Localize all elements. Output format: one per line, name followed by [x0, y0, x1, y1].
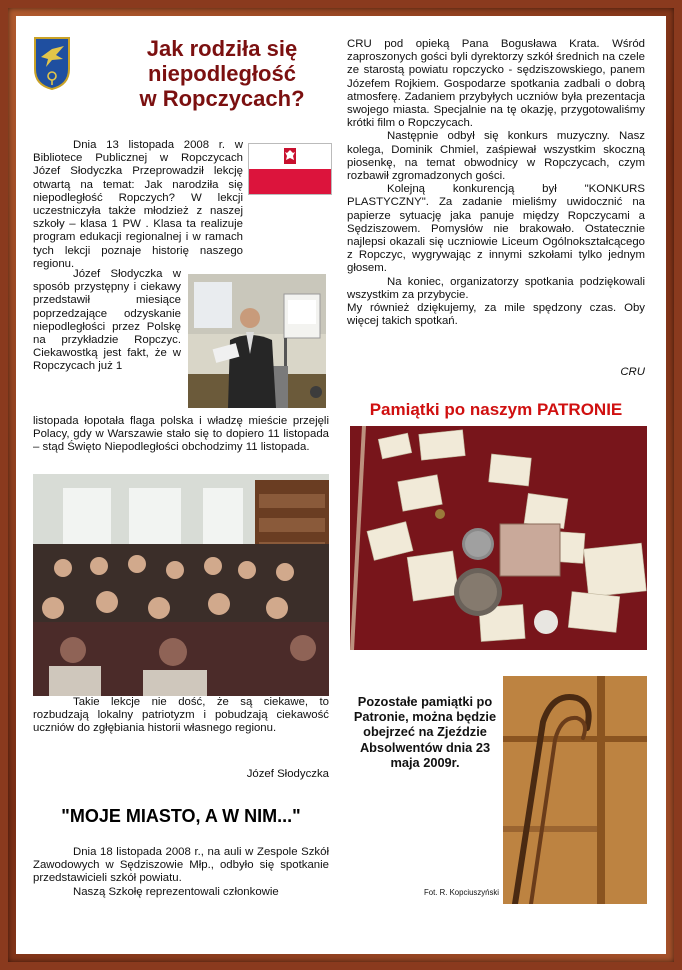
coat-of-arms-icon: [32, 35, 72, 91]
lesson-photo: [188, 274, 326, 408]
other-memorabilia-note: Pozostałe pamiątki po Patronie, można będzie obejrzeć na Zjeździe Absolwentów dnia 23 maja 2009r.: [353, 694, 497, 770]
class-photo: [33, 474, 329, 696]
article-intro: Dnia 13 listopada 2008 r. w Bibliotece Publicznej w Ropczycach Józef Słodyczka Przeprowadził lekcję otwartą na temat: Jak narodziła się niepodległość Ropczych? W lekcji uczestniczyła także młodzież z naszej szkoły – klasa 1 PW . Klasa ta realizuje program edukacji regionalnej i w ramach tych lekcji poznaje historię naszego regionu.: [33, 139, 243, 270]
section-title-moje-miasto: "MOJE MIASTO, A W NIM...": [61, 806, 301, 826]
article-title: [124, 36, 320, 111]
article-signature: CRU: [620, 366, 645, 378]
article2-continued: CRU pod opieką Pana Bogusława Krata. Wśród zaproszonych gości byli dyrektorzy szkół średnich na czele ze starostą powiatu ropczycko - sędziszowskiego, panem Józefem Rojkiem. Gospodarze spotkania zadbali o dobrą atmosferę. Zadaniem przybyłych uczniów była prezentacja swojego miasta. Specjalnie na tę okazję, przygotowaliśmy krótki film o Ropczycach. Następnie odbył się konkurs muzyczny. Nasz kolega, Dominik Chmiel, zaśpiewał wszystkim skoczną piosenkę, na temat obwodnicy w Ropczycach, czym rozbawił zgromadzonych gości. Kolejną konkurencją był "KONKURS PLASTYCZNY". Za zadanie mieliśmy uwidocznić na papierze sytuację jaka panuje między Ropczycami a Sędziszowem. Pomysłów nie brakowało. Ostatecznie najlepsi okazali się uczniowie Liceum Ogólnokształcącego z Ropczyc, wygrywając z innymi szkołami tylko jednym głosem. Na koniec, organizatorzy spotkania podziękowali wszystkim za przybycie. My również dziękujemy, za mile spędzony czas. Oby więcej takich spotkań.: [347, 38, 645, 328]
title-line-2: niepodległość: [148, 61, 296, 86]
memorabilia-photo: [350, 426, 647, 650]
newsletter-page: [16, 16, 666, 954]
walking-cane-photo: [503, 676, 647, 904]
section-title-pamiatki: Pamiątki po naszym PATRONIE: [369, 400, 623, 419]
article-body-wide: listopada łopotała flaga polska i władzę mieście przejęli Polacy, gdy w Warszawie stało się to dopiero 11 listopada – stąd Święto Niepodległości obchodzimy 11 listopada.: [33, 415, 329, 454]
article-body-narrow: Józef Słodyczka w sposób przystępny i ciekawy przedstawił miesiące poprzedzające odzyskanie niepodległości przez Polskę na przykładzie Ropczyc. Ciekawostką jest fakt, że w Ropczycach już 1: [33, 268, 181, 373]
title-line-3: w Ropczycach?: [139, 86, 305, 111]
title-line-1: Jak rodziła się: [146, 36, 298, 61]
article-author: Józef Słodyczka: [246, 768, 329, 780]
article2-body: Dnia 18 listopada 2008 r., na auli w Zespole Szkół Zawodowych w Sędziszowie Młp., odbyło się spotkanie przedstawicieli szkół powiatu. Naszą Szkołę reprezentowali członkowie: [33, 846, 329, 898]
photo-credit: Fot. R. Kopciuszyński: [424, 888, 499, 897]
photo-caption: Takie lekcje nie dość, że są ciekawe, to rozbudzają lokalny patriotyzm i pobudzają ciekawość uczniów do zgłębiania historii własnego regionu.: [33, 696, 329, 735]
